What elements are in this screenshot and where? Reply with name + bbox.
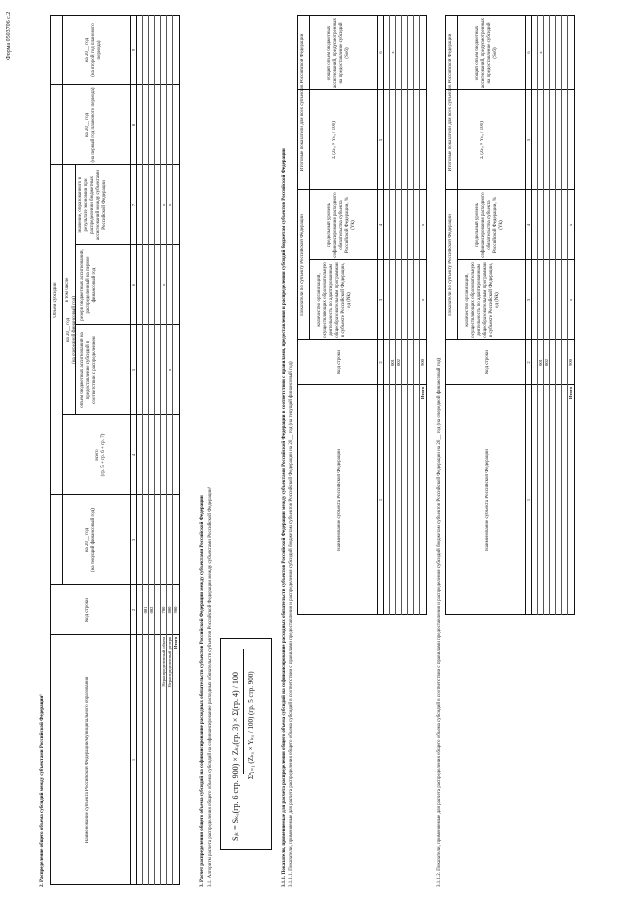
- form-id: Форма 0503706 с.2: [6, 11, 12, 60]
- s2-colnum: 2: [131, 608, 136, 612]
- s2-row-label: Итого: [173, 637, 178, 650]
- section311-title: 3.1.1. Показатели, применяемые для расчета распределения общего объема субсидий на софинансирование расходных обязательств субъектов Российской Федерации между субъектами Российской Федерации в соответствии с правилами, предоставления и распределения субсидий бюджетам субъектов Российской Федерации: [282, 148, 287, 887]
- s3112-head-c4: предельный уровень софинансирования расходного обязательства субъекта Российской Федерации, % (Yk): [475, 192, 504, 258]
- s3112-code: 002: [544, 359, 549, 366]
- section2-title: 2. Распределение общего объема субсидий между субъектами Российской Федерации¹: [40, 694, 45, 887]
- s2-head-incl: в том числе: [65, 277, 70, 303]
- s3111-x: x: [420, 223, 425, 227]
- s3112-code: 001: [538, 359, 543, 366]
- formula-box: [220, 638, 272, 850]
- s2-head-code: Код строки: [85, 598, 90, 622]
- s2-colnum: 6: [131, 283, 136, 287]
- s3112-colnum: 2: [526, 361, 531, 364]
- s2-code: 002: [149, 606, 154, 614]
- s3112-colnum: 3: [526, 298, 531, 302]
- s3112-colnum: 4: [526, 223, 531, 227]
- section3112-table: [445, 15, 575, 615]
- s3111-head-name: Наименование субъекта Российской Федерации: [337, 449, 342, 551]
- s3112-colnum: 6: [526, 51, 531, 54]
- s3111-code: 001: [390, 359, 395, 366]
- formula-fraction-bar: [243, 649, 244, 774]
- s2-head-sub3: значение, образованного в результате экономии при распределении бюджетных ассигнований между субъектами Российской Федерации: [78, 170, 107, 240]
- s3111-head-code: Код строки: [337, 350, 342, 374]
- s3111-head-c3: количество организаций, осуществляющих образовательную деятельность по адаптированным общеобразовательным программам в субъекте Российской Федерации, ед (Nk): [317, 262, 352, 338]
- s3112-head-total: Итоговые показатели для всех субъектов Российской Федерации: [448, 33, 453, 172]
- s3111-colnum: 2: [378, 361, 383, 364]
- section2-table: [50, 15, 180, 885]
- s3111-head-ind: Показатели по субъекту Российской Федерации: [300, 214, 305, 316]
- s3112-head-ind: Показатели по субъекту Российской Федерации: [448, 214, 453, 316]
- s2-code: 700: [161, 606, 166, 614]
- s2-code: 900: [173, 606, 178, 614]
- s2-colnum: 8: [131, 123, 136, 127]
- s3111-code: 900: [420, 359, 425, 366]
- s3111-x: x: [420, 298, 425, 302]
- s2-head-total: всего (гр. 5 + гр. 6 + гр. 7): [95, 433, 106, 477]
- s3111-colnum: 1: [378, 498, 383, 502]
- s3112-head-name: Наименование субъекта Российской Федерации: [485, 449, 490, 551]
- s2-colnum: 4: [131, 453, 136, 457]
- s2-x: x: [167, 368, 172, 372]
- s3111-colnum: 6: [378, 51, 383, 54]
- s3111-x: x: [390, 51, 395, 54]
- s2-head-name: Наименование субъекта Российской Федерации/муниципального образования: [85, 676, 90, 844]
- s3112-head-code: Код строки: [485, 350, 490, 374]
- s2-colnum: 9: [131, 48, 136, 52]
- s3111-colnum: 5: [378, 138, 383, 142]
- s2-row-label: Нераспределенный объем: [161, 637, 166, 687]
- formula-main: Sᵢₖ = Sₖₑ(гр. 6 стр. 900) × Zₖₐ(гр. 3) × Σ(гр. 4) / 100: [231, 672, 240, 841]
- s3112-x: x: [538, 51, 543, 54]
- s2-head-obj: Объем субсидии: [53, 282, 58, 318]
- section3111-title: 3.1.1.1. Показатели, применяемые для расчета распределения общего объема субсидий в соответствии с правилами предоставления и распределения субсидий бюджетам субъектов Российской Федерации на 20__ год (на текущий финансовый год): [289, 361, 294, 887]
- s2-head-yearA: на 20__ год (на текущий финансовый год): [85, 508, 96, 572]
- s3111-head-c5: Σ (Zₖₐ × Yₖₐ / 100): [332, 121, 337, 159]
- section31-title: 3.1. Алгоритм расчета распределения общего объема субсидий на софинансирование расходных обязательств субъектов Российской Федерации между субъектами Российской Федерации¹: [208, 486, 213, 887]
- s2-head-yearB: на 20__ год (на очередной финансовый год): [66, 296, 77, 364]
- formula-denominator: Σⁿⱼ₌₁ (Zₖₐ × Yₖₐ / 100) (гр. 5 стр. 900): [247, 671, 255, 779]
- s3112-colnum: 1: [526, 498, 531, 502]
- s2-code: 800: [167, 606, 172, 614]
- s3111-total-label: Итого: [420, 387, 425, 400]
- s3111-head-c6: общий объем бюджетных ассигнований, предусмотренных на предоставление субсидий (Sоб): [327, 18, 350, 88]
- s3111-colnum: 4: [378, 223, 383, 227]
- s2-x: x: [161, 203, 166, 207]
- s2-head-sub1: объем бюджетных ассигнований на предоставление субсидий в соответствии с распределением: [80, 332, 97, 408]
- section3-title: 3. Расчет распределения общего объема субсидий на софинансирование расходных обязательств субъектов Российской Федерации между субъектами Российской Федерации: [200, 495, 205, 887]
- s3112-code: 900: [568, 359, 573, 366]
- s3112-x: x: [568, 223, 573, 227]
- s3112-head-c5: Σ (Zₖₐ × Yₖₐ / 100): [480, 121, 485, 159]
- s2-colnum: 7: [131, 203, 136, 207]
- s2-x: x: [167, 203, 172, 207]
- s2-colnum: 5: [131, 368, 136, 372]
- s3111-code: 002: [396, 359, 401, 366]
- s2-head-yearD: на 20__ год (на второй год планового периода): [85, 23, 102, 77]
- section3112-title: 3.1.1.2. Показатели, применяемые для расчета распределения общего объема субсидий в соответствии с правилами предоставления и распределения субсидий бюджетам субъектов Российской Федерации на 20__ год (на очередной финансовый год): [437, 357, 442, 887]
- s2-colnum: 3: [131, 538, 136, 542]
- s3112-head-c3: количество организаций, осуществляющих образовательную деятельность по адаптированным общеобразовательным программам в субъекте Российской Федерации, ед (Nk): [465, 262, 500, 338]
- s3112-total-label: Итого: [568, 387, 573, 400]
- s2-code: 001: [143, 606, 148, 614]
- s2-head-yearC: на 20__ год (на первый год планового периода): [85, 87, 96, 163]
- s3111-colnum: 3: [378, 298, 383, 302]
- section3111-table: [297, 15, 427, 615]
- s3112-colnum: 5: [526, 138, 531, 142]
- s3112-head-c6: общий объем бюджетных ассигнований, предусмотренных на предоставление субсидий (Sоб): [475, 18, 498, 88]
- s2-row-label: Нераспределенный резерв: [167, 637, 172, 688]
- s3111-head-c4: предельный уровень софинансирования расходного обязательства субъекта Российской Федерации, % (Yk): [327, 192, 356, 258]
- s3111-head-total: Итоговые показатели для всех субъектов Российской Федерации: [300, 33, 305, 172]
- s2-head-sub2: резерв бюджетных ассигнований, распределенный на первое финансовый год: [80, 249, 97, 321]
- s2-colnum: 1: [131, 758, 136, 762]
- s2-x: x: [161, 283, 166, 287]
- s3112-x: x: [568, 298, 573, 302]
